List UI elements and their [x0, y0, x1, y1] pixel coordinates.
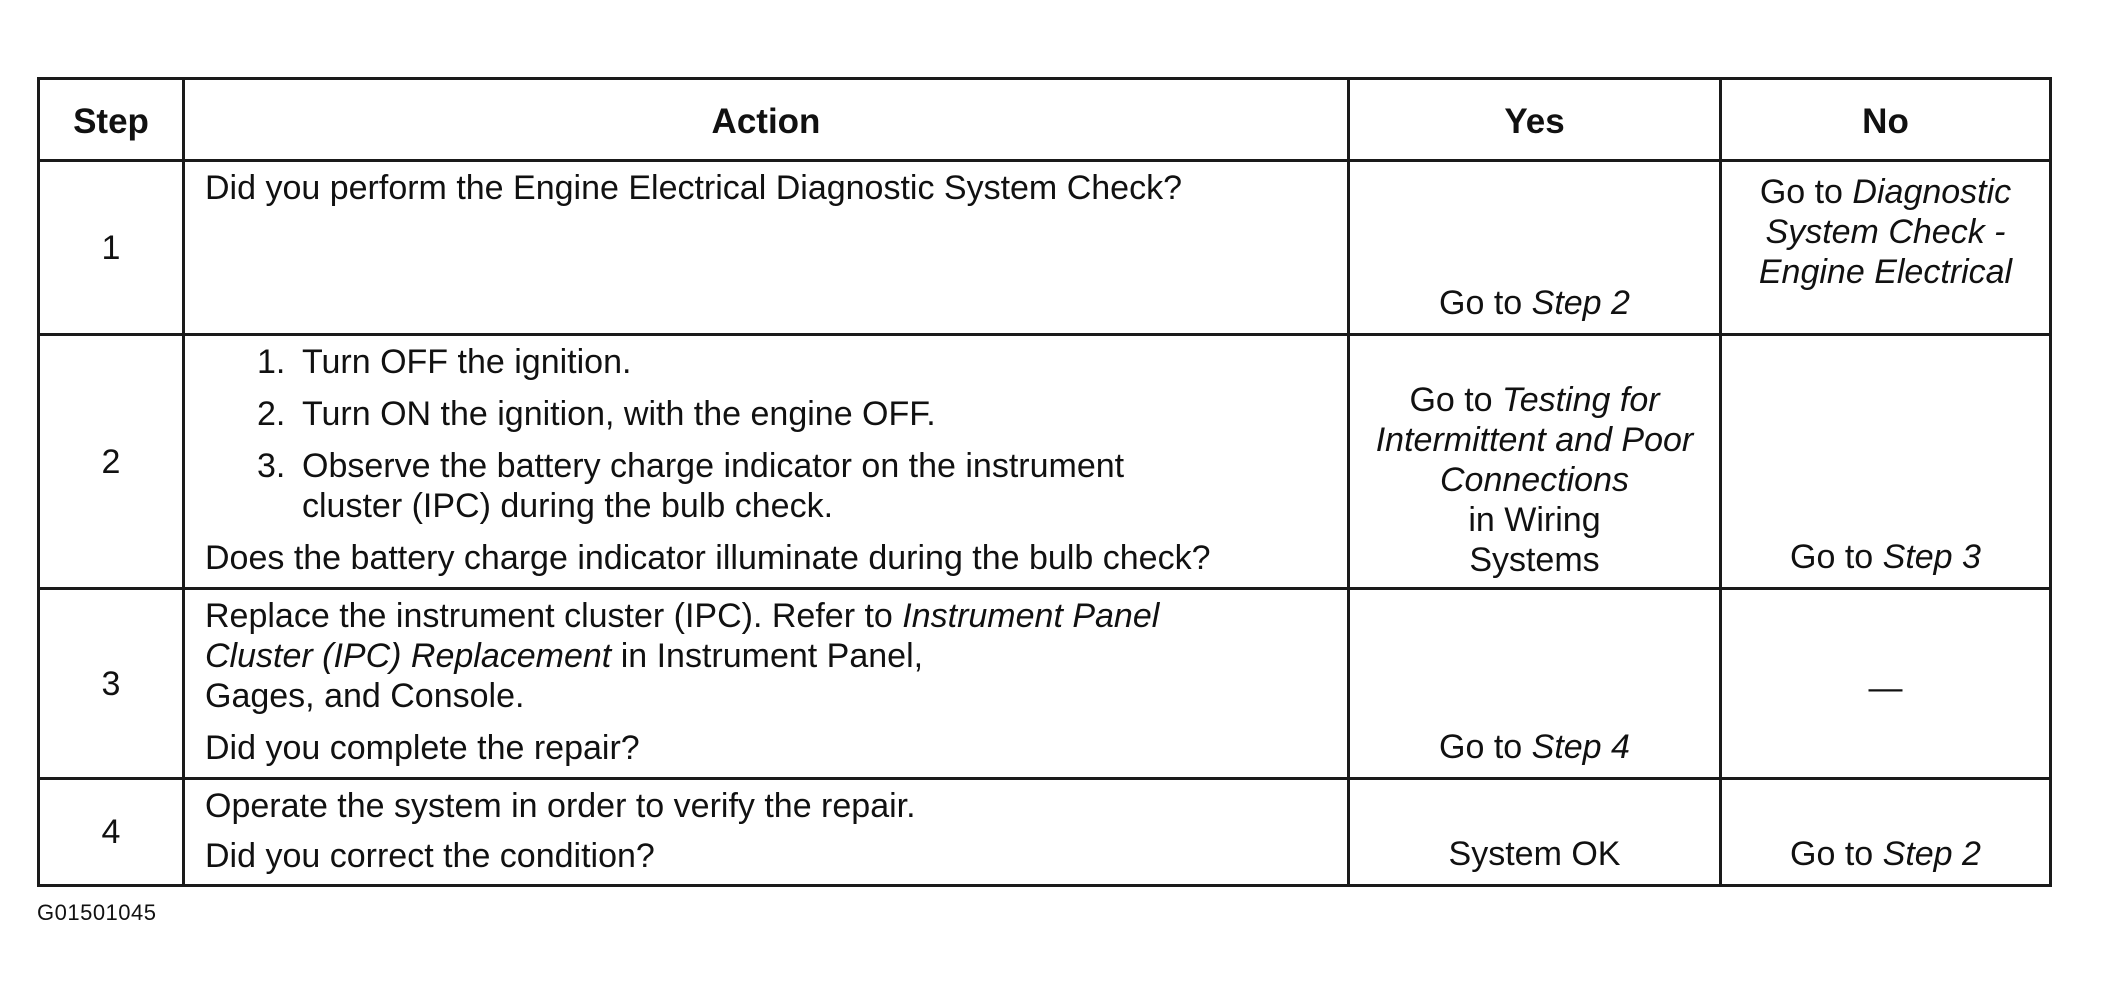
- reference-link[interactable]: Connections: [1439, 461, 1629, 499]
- no-result: [1722, 834, 2049, 874]
- header-step: Step: [39, 79, 184, 161]
- no-result-dash: —: [1868, 669, 1903, 707]
- action-question: Did you correct the condition?: [205, 837, 655, 875]
- yes-cell: [1349, 161, 1721, 335]
- action-step-item: 1. Turn OFF the ignition.: [257, 343, 632, 381]
- no-result: [1722, 537, 2049, 577]
- action-instruction: Gages, and Console.: [205, 677, 525, 715]
- yes-result: [1350, 727, 1719, 767]
- goto-prefix: Go to: [1759, 173, 1853, 211]
- action-instruction: Replace the instrument cluster (IPC). Refer to Instrument Panel: [205, 597, 1160, 635]
- reference-link[interactable]: Instrument Panel: [902, 597, 1160, 635]
- action-cell: [184, 589, 1349, 779]
- figure-code: G01501045: [37, 900, 157, 925]
- step-link[interactable]: Step 4: [1531, 728, 1630, 766]
- yes-cell: [1349, 589, 1721, 779]
- table-row: [39, 335, 2051, 589]
- no-cell: [1721, 335, 2051, 589]
- no-result: [1722, 162, 2049, 292]
- goto-prefix: Go to: [1790, 835, 1883, 873]
- header-action: Action: [184, 79, 1349, 161]
- action-instruction: Cluster (IPC) Replacement in Instrument Panel,: [205, 637, 924, 675]
- action-question: Did you perform the Engine Electrical Diagnostic System Check?: [205, 169, 1182, 207]
- action-steps: [205, 342, 1337, 526]
- action-instruction: Operate the system in order to verify the repair.: [205, 787, 916, 825]
- reference-suffix: in Wiring: [1468, 501, 1601, 539]
- step-number: 2: [39, 335, 184, 589]
- step-link[interactable]: Step 2: [1882, 835, 1981, 873]
- reference-link[interactable]: System Check -: [1765, 213, 2006, 251]
- reference-suffix: Systems: [1469, 541, 1600, 579]
- action-cell: [184, 779, 1349, 886]
- header-no: No: [1721, 79, 2051, 161]
- yes-result: System OK: [1448, 835, 1621, 873]
- action-question: Does the battery charge indicator illuminate during the bulb check?: [205, 539, 1211, 577]
- no-cell: [1721, 779, 2051, 886]
- reference-link[interactable]: Diagnostic: [1852, 173, 2012, 211]
- reference-link[interactable]: Engine Electrical: [1758, 253, 2013, 291]
- yes-result: [1350, 283, 1719, 323]
- no-cell: [1721, 589, 2051, 779]
- action-step-item: 3. Observe the battery charge indicator on the instrument cluster (IPC) during the bulb check.: [257, 447, 1125, 525]
- goto-prefix: Go to: [1439, 728, 1532, 766]
- step-number: 4: [39, 779, 184, 886]
- goto-prefix: Go to: [1790, 538, 1883, 576]
- no-cell: [1721, 161, 2051, 335]
- action-cell: [184, 335, 1349, 589]
- reference-link[interactable]: Cluster (IPC) Replacement: [205, 637, 612, 675]
- reference-link[interactable]: Intermittent and Poor: [1375, 421, 1694, 459]
- yes-cell: [1349, 779, 1721, 886]
- action-step-item: 2. Turn ON the ignition, with the engine OFF.: [257, 395, 936, 433]
- goto-prefix: Go to: [1439, 284, 1532, 322]
- step-link[interactable]: Step 3: [1882, 538, 1981, 576]
- table-row: [39, 589, 2051, 779]
- diagnostic-table: [37, 77, 2052, 887]
- action-cell: [184, 161, 1349, 335]
- goto-prefix: Go to: [1409, 381, 1503, 419]
- reference-link[interactable]: Testing for: [1502, 381, 1660, 419]
- action-question: Did you complete the repair?: [205, 729, 640, 767]
- step-number: 3: [39, 589, 184, 779]
- yes-result: [1350, 380, 1719, 580]
- header-yes: Yes: [1349, 79, 1721, 161]
- header-row: [39, 79, 2051, 161]
- yes-cell: [1349, 335, 1721, 589]
- step-number: 1: [39, 161, 184, 335]
- step-link[interactable]: Step 2: [1531, 284, 1630, 322]
- table-row: [39, 161, 2051, 335]
- table-row: [39, 779, 2051, 886]
